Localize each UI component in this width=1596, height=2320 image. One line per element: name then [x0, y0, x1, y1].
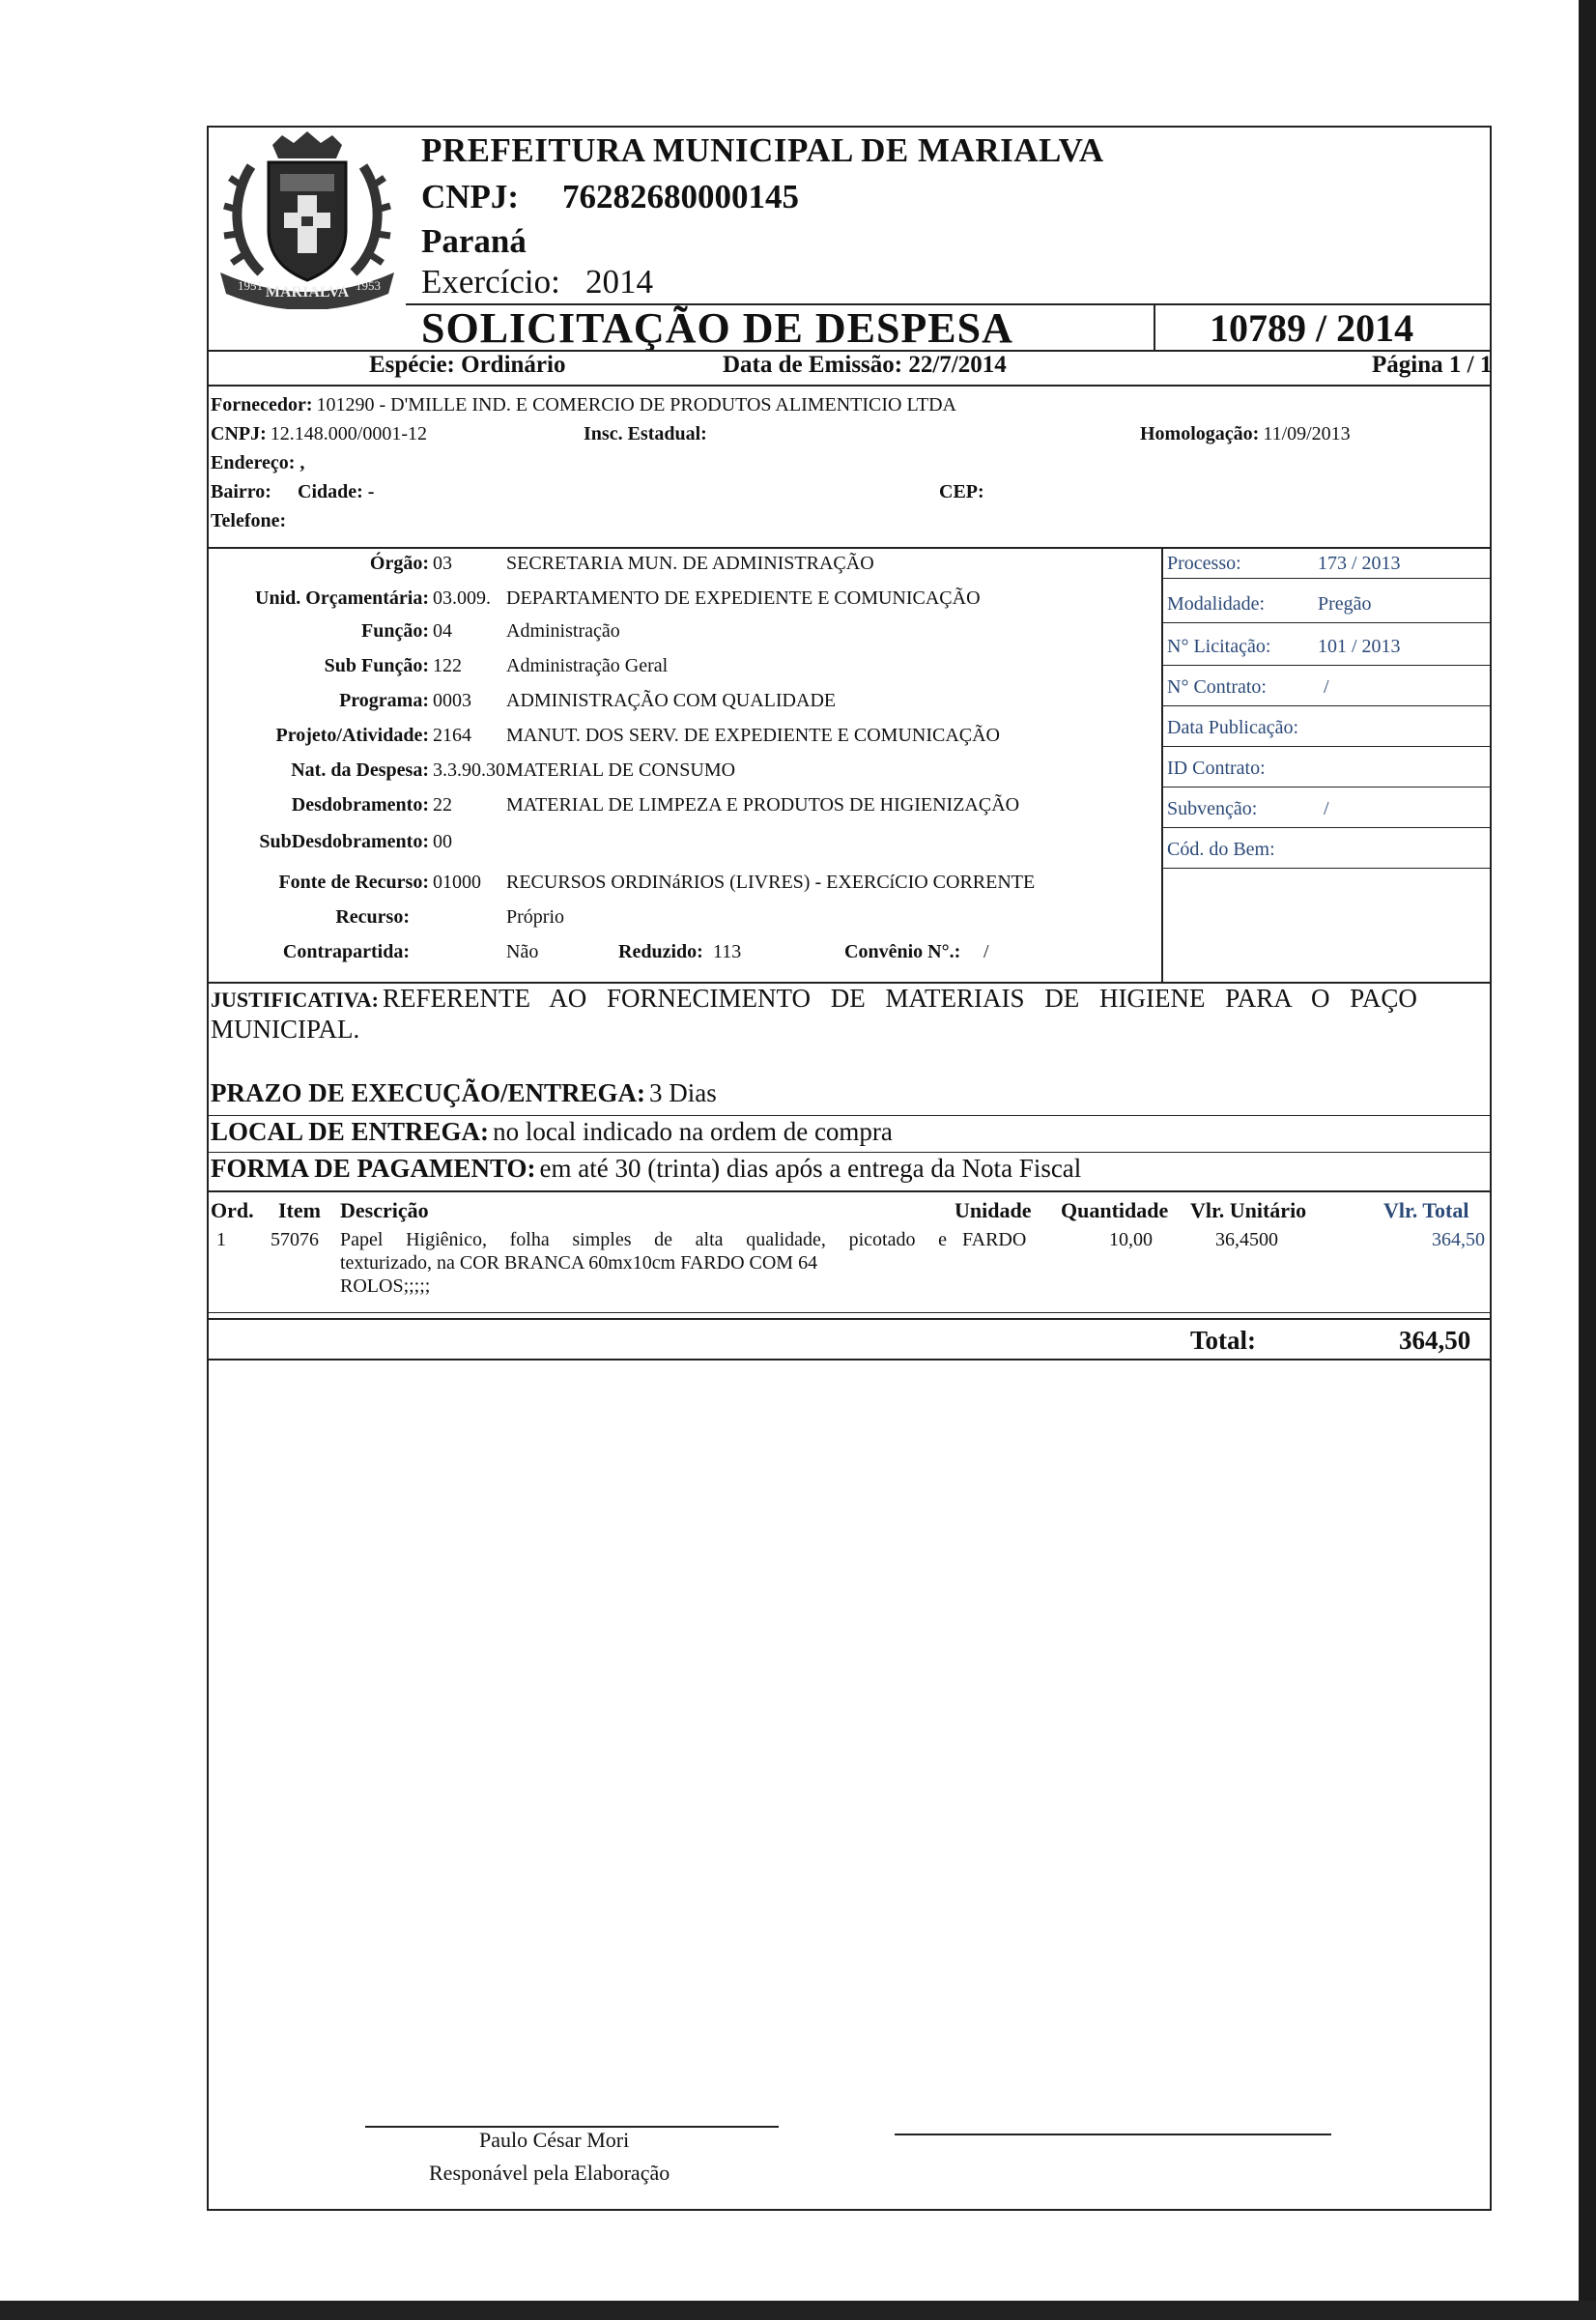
subsidy-value: /	[1324, 798, 1329, 819]
bid-number-value: 101 / 2013	[1318, 636, 1401, 657]
divider	[207, 1318, 1492, 1320]
supplier-line	[211, 394, 956, 416]
budget-code: 3.3.90.30.	[433, 759, 510, 781]
budget-label: Nat. da Despesa:	[291, 759, 429, 781]
reduced-value: 113	[713, 941, 742, 962]
budget-desc: Próprio	[506, 906, 564, 928]
row-unit: FARDO	[962, 1229, 1027, 1250]
budget-desc: MANUT. DOS SERV. DE EXPEDIENTE E COMUNICAÇÃO	[506, 725, 1000, 746]
divider	[1161, 787, 1492, 788]
col-header-unit-price: Vlr. Unitário	[1190, 1198, 1307, 1222]
document-title: SOLICITAÇÃO DE DESPESA	[421, 304, 1013, 352]
modality-value: Pregão	[1318, 593, 1372, 615]
budget-desc: Administração	[506, 620, 620, 642]
divider	[1161, 827, 1492, 828]
row-ord: 1	[216, 1229, 226, 1250]
state-registration-label: Insc. Estadual:	[584, 423, 707, 444]
payment-value: em até 30 (trinta) dias após a entrega da Nota Fiscal	[539, 1154, 1082, 1183]
divider	[1161, 746, 1492, 747]
homologation-label: Homologação:	[1140, 423, 1260, 444]
justification-label: JUSTIFICATIVA:	[211, 988, 380, 1012]
supplier-cnpj-line	[211, 423, 427, 445]
phone-label: Telefone:	[211, 510, 287, 531]
asset-code-label: Cód. do Bem:	[1167, 839, 1275, 860]
supplier-cnpj-value: 12.148.000/0001-12	[270, 423, 427, 444]
budget-code: 2164	[433, 725, 471, 746]
budget-label: Fonte de Recurso:	[278, 872, 429, 893]
species: Espécie: Ordinário	[369, 352, 566, 378]
process-label: Processo:	[1167, 553, 1241, 574]
row-quantity: 10,00	[1109, 1229, 1153, 1250]
budget-desc: Administração Geral	[506, 655, 669, 676]
scan-edge	[0, 2301, 1596, 2320]
year-label: Exercício:	[421, 263, 560, 301]
process-value: 173 / 2013	[1318, 553, 1401, 574]
supplier-value: 101290 - D'MILLE IND. E COMERCIO DE PRODUTOS ALIMENTICIO LTDA	[316, 394, 956, 415]
col-header-item: Item	[278, 1198, 321, 1222]
svg-text:1951: 1951	[238, 278, 263, 293]
svg-text:MARIALVA: MARIALVA	[265, 284, 350, 301]
document-number: 10789 / 2014	[1210, 306, 1414, 350]
address-label: Endereço: ,	[211, 452, 305, 473]
zip-label: CEP:	[939, 481, 984, 502]
divider	[1161, 705, 1492, 706]
row-item: 57076	[271, 1229, 319, 1250]
municipal-coat-of-arms-icon	[213, 128, 402, 309]
municipality-name: PREFEITURA MUNICIPAL DE MARIALVA	[421, 131, 1104, 169]
divider	[207, 1115, 1492, 1116]
deadline-line	[211, 1078, 717, 1108]
delivery-value: no local indicado na ordem de compra	[493, 1117, 893, 1146]
agreement-label: Convênio N°.:	[844, 941, 961, 962]
payment-line	[211, 1154, 1081, 1184]
budget-code: 122	[433, 655, 462, 676]
budget-desc: MATERIAL DE CONSUMO	[506, 759, 736, 781]
deadline-value: 3 Dias	[649, 1078, 717, 1107]
divider	[207, 547, 1492, 549]
budget-desc: ADMINISTRAÇÃO COM QUALIDADE	[506, 690, 837, 711]
divider	[1154, 303, 1155, 350]
justification-line	[211, 984, 1417, 1014]
page-number: Página 1 / 1	[1372, 352, 1493, 378]
row-description-line: Papel Higiênico, folha simples de alta qualidade, picotado e	[340, 1229, 947, 1250]
divider	[1161, 578, 1492, 579]
divider	[207, 1359, 1492, 1360]
contract-number-label: N° Contrato:	[1167, 676, 1267, 698]
row-description-line: texturizado, na COR BRANCA 60mx10cm FARDO COM 64	[340, 1252, 818, 1274]
budget-desc: MATERIAL DE LIMPEZA E PRODUTOS DE HIGIENIZAÇÃO	[506, 794, 1020, 816]
payment-label: FORMA DE PAGAMENTO:	[211, 1154, 536, 1183]
budget-code: 03	[433, 553, 452, 574]
header-cnpj-value: 76282680000145	[562, 178, 799, 215]
contract-id-label: ID Contrato:	[1167, 758, 1266, 779]
grand-total-value: 364,50	[1399, 1326, 1471, 1355]
divider	[1161, 547, 1163, 982]
district-label: Bairro:	[211, 481, 271, 502]
subsidy-label: Subvenção:	[1167, 798, 1258, 819]
contract-number-value: /	[1324, 676, 1329, 698]
signatory-name: Paulo César Mori	[479, 2128, 630, 2152]
agreement-value: /	[983, 941, 989, 962]
publication-date-label: Data Publicação:	[1167, 717, 1299, 738]
scan-edge	[1579, 0, 1596, 2320]
state-name: Paraná	[421, 222, 527, 260]
row-total: 364,50	[1432, 1229, 1485, 1250]
budget-desc: SECRETARIA MUN. DE ADMINISTRAÇÃO	[506, 553, 874, 574]
signature-line	[895, 2134, 1331, 2135]
delivery-label: LOCAL DE ENTREGA:	[211, 1117, 490, 1146]
budget-label: Programa:	[339, 690, 429, 711]
budget-label: SubDesdobramento:	[259, 831, 429, 852]
col-header-unit: Unidade	[955, 1198, 1032, 1222]
grand-total-label: Total:	[1190, 1326, 1257, 1355]
city-label: Cidade: -	[298, 481, 375, 502]
budget-label: Projeto/Atividade:	[275, 725, 429, 746]
budget-desc: Não	[506, 941, 539, 962]
homologation-value: 11/09/2013	[1263, 423, 1351, 444]
homologation-line	[1140, 423, 1351, 445]
divider	[1161, 665, 1492, 666]
supplier-cnpj-label: CNPJ:	[211, 423, 267, 444]
budget-desc: RECURSOS ORDINáRIOS (LIVRES) - EXERCíCIO CORRENTE	[506, 872, 1036, 893]
col-header-quantity: Quantidade	[1061, 1198, 1169, 1222]
budget-desc: DEPARTAMENTO DE EXPEDIENTE E COMUNICAÇÃO	[506, 587, 981, 609]
budget-code: 01000	[433, 872, 481, 893]
bid-number-label: N° Licitação:	[1167, 636, 1271, 657]
budget-label: Sub Função:	[324, 655, 429, 676]
budget-label: Unid. Orçamentária:	[255, 587, 429, 609]
budget-code: 0003	[433, 690, 471, 711]
budget-code: 03.009.	[433, 587, 491, 609]
header-cnpj-label: CNPJ:	[421, 178, 520, 215]
justification-text-continued: MUNICIPAL.	[211, 1015, 360, 1044]
year-value: 2014	[585, 263, 653, 301]
budget-label: Função:	[361, 620, 429, 642]
modality-label: Modalidade:	[1167, 593, 1266, 615]
justification-text: REFERENTE AO FORNECIMENTO DE MATERIAIS DE HIGIENE PARA O PAÇO	[383, 984, 1417, 1013]
budget-code: 04	[433, 620, 452, 642]
delivery-line	[211, 1117, 893, 1147]
divider	[207, 1312, 1492, 1313]
row-description-line: ROLOS;;;;;	[340, 1275, 431, 1297]
budget-label: Contrapartida:	[282, 941, 410, 962]
divider	[207, 1190, 1492, 1192]
divider	[207, 385, 1492, 387]
col-header-ord: Ord.	[211, 1198, 254, 1222]
divider	[207, 1152, 1492, 1153]
supplier-label: Fornecedor:	[211, 394, 313, 415]
col-header-description: Descrição	[340, 1198, 429, 1222]
budget-code: 22	[433, 794, 452, 816]
deadline-label: PRAZO DE EXECUÇÃO/ENTREGA:	[211, 1078, 646, 1107]
budget-label: Recurso:	[335, 906, 410, 928]
reduced-label: Reduzido:	[618, 941, 703, 962]
signatory-role: Responável pela Elaboração	[429, 2161, 670, 2185]
row-unit-price: 36,4500	[1215, 1229, 1278, 1250]
svg-text:1953: 1953	[356, 278, 381, 293]
divider	[1161, 622, 1492, 623]
col-header-total: Vlr. Total	[1383, 1198, 1469, 1222]
divider	[1161, 868, 1492, 869]
budget-label: Desdobramento:	[291, 794, 429, 816]
budget-code: 00	[433, 831, 452, 852]
budget-label: Órgão:	[369, 553, 429, 574]
emission-date: Data de Emissão: 22/7/2014	[723, 352, 1007, 378]
